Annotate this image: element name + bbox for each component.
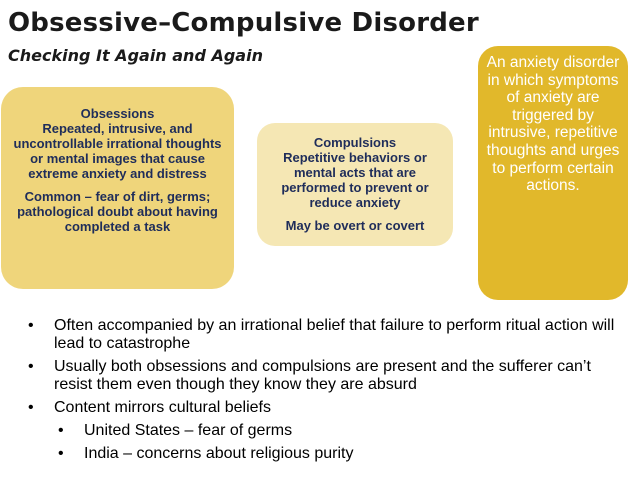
compulsions-description: Repetitive behaviors or mental acts that are performed to prevent or reduce anxiety	[281, 150, 429, 210]
obsessions-example: Common – fear of dirt, germs; pathological doubt about having completed a task	[17, 189, 218, 234]
sub-bullet-item: • India – concerns about religious purity	[58, 445, 628, 463]
bullet-item: • Content mirrors cultural beliefs	[28, 399, 628, 417]
slide-title: Obsessive–Compulsive Disorder	[8, 8, 479, 38]
slide-subtitle: Checking It Again and Again	[8, 46, 263, 65]
compulsions-box	[257, 123, 453, 246]
bullet-list	[28, 317, 628, 468]
obsessions-box	[1, 87, 234, 289]
definition-box	[478, 46, 628, 300]
compulsions-note: May be overt or covert	[285, 218, 425, 233]
bullet-item: • Often accompanied by an irrational belief that failure to perform ritual action will lead to catastrophe	[28, 317, 628, 353]
obsessions-description: Repeated, intrusive, and uncontrollable irrational thoughts or mental images that cause extreme anxiety and distress	[13, 121, 222, 181]
bullet-item: • Usually both obsessions and compulsions are present and the sufferer can’t resist them even though they know they are absurd	[28, 358, 628, 394]
definition-text: An anxiety disorder in which symptoms of anxiety are triggered by intrusive, repetitive thoughts and urges to perform certain actions.	[486, 54, 620, 195]
sub-bullet-item: • United States – fear of germs	[58, 422, 628, 440]
compulsions-heading: Compulsions	[313, 135, 397, 150]
obsessions-heading: Obsessions	[80, 106, 155, 121]
